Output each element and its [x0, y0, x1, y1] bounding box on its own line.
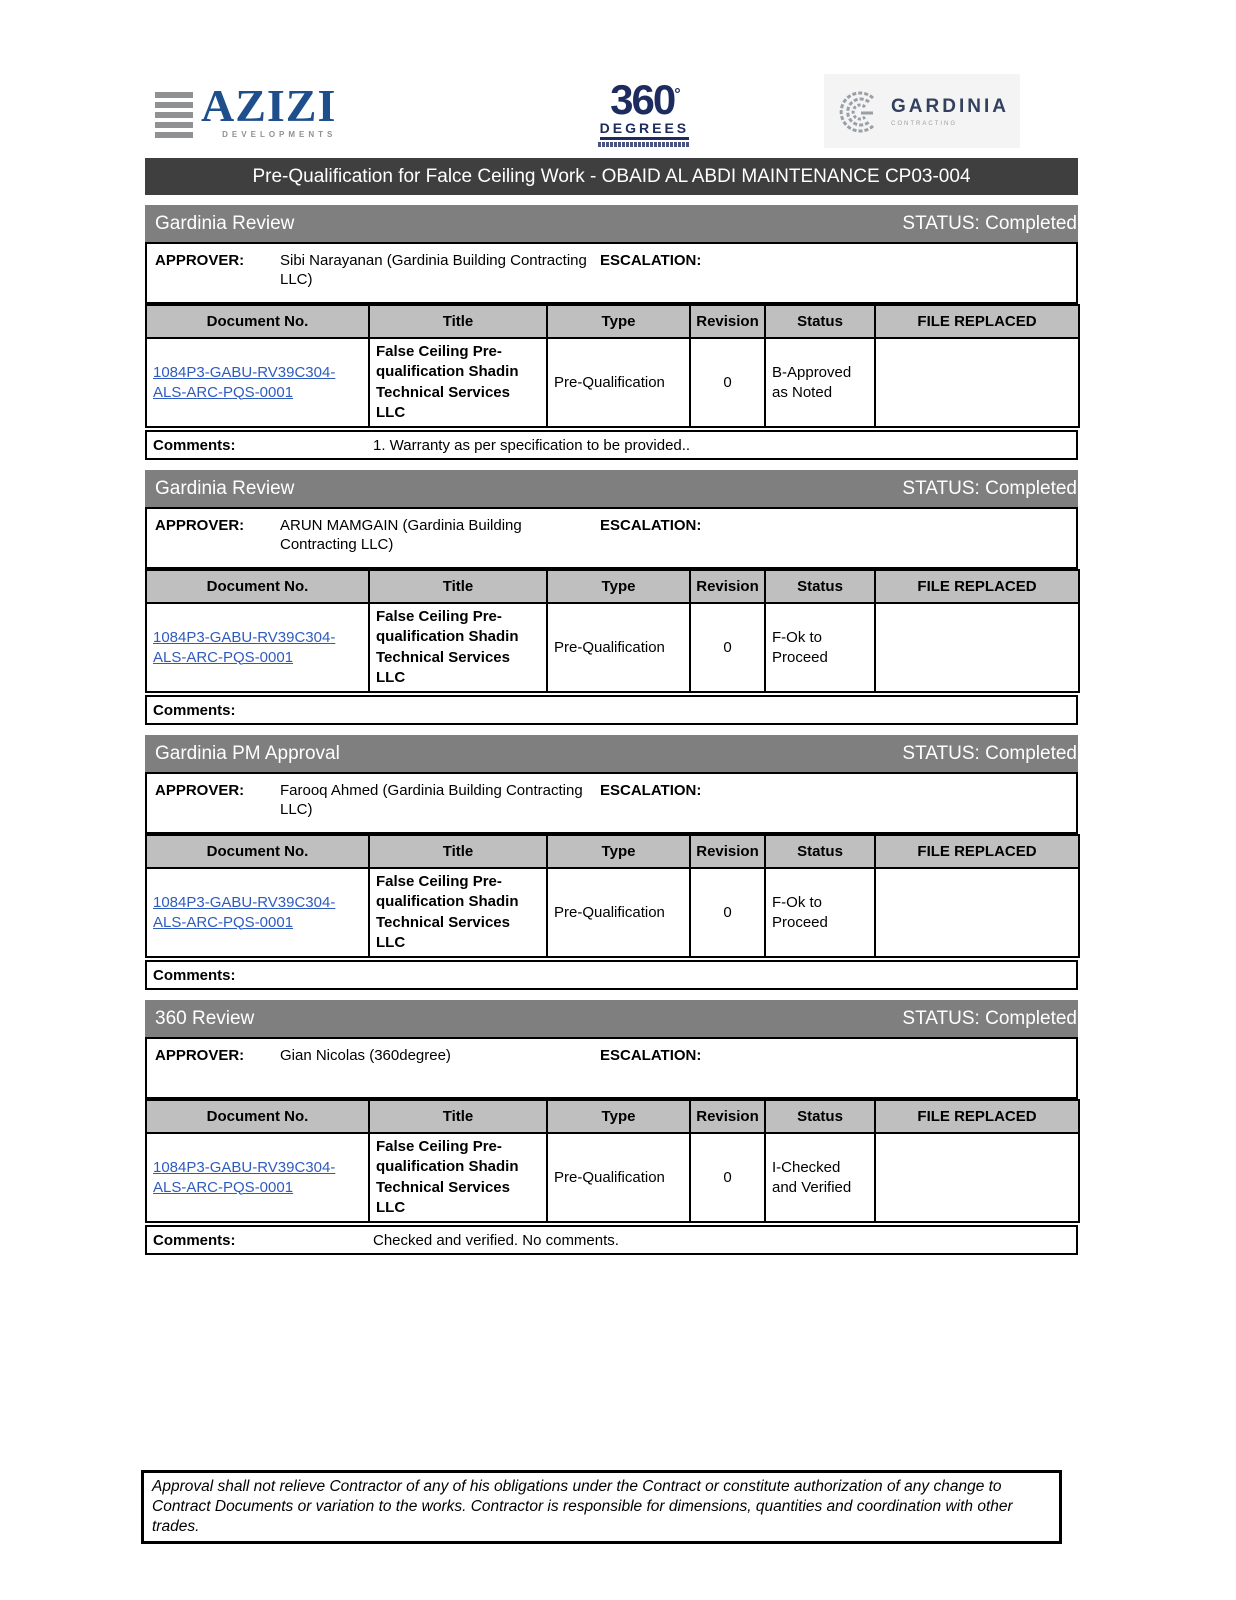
escalation-label: ESCALATION: [600, 1047, 702, 1064]
approver-label: APPROVER: [155, 517, 245, 534]
document-revision-cell: 0 [690, 603, 765, 692]
section-status: STATUS: Completed [902, 212, 1077, 234]
comments-label: Comments: [153, 436, 236, 454]
comments-label: Comments: [153, 966, 236, 984]
col-header-title: Title [369, 835, 547, 868]
approver-label: APPROVER: [155, 1047, 245, 1064]
section-title: Gardinia PM Approval [155, 742, 340, 764]
approver-name: Sibi Narayanan (Gardinia Building Contracting LLC) [280, 252, 587, 288]
document-title: Pre-Qualification for Falce Ceiling Work - OBAID AL ABDI MAINTENANCE CP03-004 [252, 165, 971, 187]
file-replaced-cell [875, 338, 1079, 427]
review-section-2 [145, 470, 1078, 725]
section-status: STATUS: Completed [902, 477, 1077, 499]
section-title: Gardinia Review [155, 212, 295, 234]
approver-box [145, 242, 1078, 304]
col-header-type: Type [547, 835, 690, 868]
document-status-cell: B-Approved as Noted [765, 338, 875, 427]
document-title-cell: False Ceiling Pre-qualification Shadin Technical Services LLC [369, 868, 547, 957]
col-header-document-no: Document No. [146, 1100, 369, 1133]
documents-table [145, 569, 1080, 693]
degrees-tagline-strip [598, 142, 690, 147]
col-header-file-replaced: FILE REPLACED [875, 835, 1079, 868]
document-type-cell: Pre-Qualification [547, 603, 690, 692]
azizi-logo-subtext: DEVELOPMENTS [222, 129, 337, 139]
section-title: 360 Review [155, 1007, 255, 1029]
table-row [146, 603, 1079, 692]
degree-symbol: ° [674, 86, 679, 103]
document-number-link[interactable]: 1084P3-GABU-RV39C304-ALS-ARC-PQS-0001 [153, 629, 336, 666]
approver-label: APPROVER: [155, 252, 245, 269]
azizi-logo [155, 79, 337, 139]
review-section-1 [145, 205, 1078, 460]
comments-text: 1. Warranty as per specification to be provided.. [373, 436, 691, 454]
section-status: STATUS: Completed [902, 1007, 1077, 1029]
document-status-cell: F-Ok to Proceed [765, 868, 875, 957]
col-header-document-no: Document No. [146, 835, 369, 868]
comments-row [145, 695, 1078, 725]
escalation-label: ESCALATION: [600, 517, 702, 534]
degrees-360-number: 360° [610, 76, 679, 123]
documents-table [145, 304, 1080, 428]
footer-disclaimer: Approval shall not relieve Contractor of any of his obligations under the Contract or constitute authorization of any change to Contract Documents or variation to the works. Contractor is responsible for dimensions, quantities and coordination with other trades. [141, 1470, 1062, 1544]
document-revision-cell: 0 [690, 1133, 765, 1222]
section-header [145, 735, 1078, 772]
approver-name: ARUN MAMGAIN (Gardinia Building Contracting LLC) [280, 517, 522, 553]
col-header-status: Status [765, 570, 875, 603]
table-row [146, 338, 1079, 427]
col-header-type: Type [547, 305, 690, 338]
comments-row [145, 430, 1078, 460]
document-number-link[interactable]: 1084P3-GABU-RV39C304-ALS-ARC-PQS-0001 [153, 364, 336, 401]
col-header-file-replaced: FILE REPLACED [875, 570, 1079, 603]
comments-label: Comments: [153, 1231, 236, 1249]
col-header-document-no: Document No. [146, 305, 369, 338]
degrees-360-logo [584, 75, 704, 147]
approver-box [145, 1037, 1078, 1099]
documents-table [145, 1099, 1080, 1223]
document-number-link[interactable]: 1084P3-GABU-RV39C304-ALS-ARC-PQS-0001 [153, 894, 336, 931]
degrees-logo-text: DEGREES [600, 120, 689, 140]
document-type-cell: Pre-Qualification [547, 1133, 690, 1222]
document-revision-cell: 0 [690, 338, 765, 427]
approver-label: APPROVER: [155, 782, 245, 799]
approver-name: Farooq Ahmed (Gardinia Building Contracting LLC) [280, 782, 583, 818]
table-row [146, 868, 1079, 957]
document-title-cell: False Ceiling Pre-qualification Shadin Technical Services LLC [369, 1133, 547, 1222]
file-replaced-cell [875, 603, 1079, 692]
col-header-revision: Revision [690, 835, 765, 868]
review-section-4 [145, 1000, 1078, 1255]
gardinia-logo-subtext: CONTRACTING [891, 120, 958, 127]
document-title-cell: False Ceiling Pre-qualification Shadin Technical Services LLC [369, 603, 547, 692]
document-type-cell: Pre-Qualification [547, 338, 690, 427]
comments-row [145, 960, 1078, 990]
col-header-type: Type [547, 570, 690, 603]
document-title-cell: False Ceiling Pre-qualification Shadin Technical Services LLC [369, 338, 547, 427]
col-header-revision: Revision [690, 1100, 765, 1133]
col-header-title: Title [369, 1100, 547, 1133]
section-header [145, 205, 1078, 242]
review-section-3 [145, 735, 1078, 990]
file-replaced-cell [875, 868, 1079, 957]
col-header-status: Status [765, 305, 875, 338]
col-header-file-replaced: FILE REPLACED [875, 305, 1079, 338]
comments-row [145, 1225, 1078, 1255]
comments-label: Comments: [153, 701, 236, 719]
document-type-cell: Pre-Qualification [547, 868, 690, 957]
azizi-bars-icon [155, 92, 193, 138]
section-status: STATUS: Completed [902, 742, 1077, 764]
section-title: Gardinia Review [155, 477, 295, 499]
approver-box [145, 772, 1078, 834]
document-title-bar [145, 158, 1078, 195]
col-header-type: Type [547, 1100, 690, 1133]
col-header-file-replaced: FILE REPLACED [875, 1100, 1079, 1133]
col-header-title: Title [369, 570, 547, 603]
approver-box [145, 507, 1078, 569]
section-header [145, 1000, 1078, 1037]
col-header-status: Status [765, 1100, 875, 1133]
documents-table [145, 834, 1080, 958]
col-header-revision: Revision [690, 305, 765, 338]
col-header-title: Title [369, 305, 547, 338]
col-header-document-no: Document No. [146, 570, 369, 603]
document-status-cell: I-Checked and Verified [765, 1133, 875, 1222]
gardinia-g-icon [835, 86, 881, 136]
escalation-label: ESCALATION: [600, 252, 702, 269]
escalation-label: ESCALATION: [600, 782, 702, 799]
file-replaced-cell [875, 1133, 1079, 1222]
document-revision-cell: 0 [690, 868, 765, 957]
logo-row [145, 72, 1078, 150]
azizi-logo-text: AZIZI [201, 79, 337, 131]
document-status-cell: F-Ok to Proceed [765, 603, 875, 692]
gardinia-logo-text: GARDINIA [891, 95, 1009, 117]
document-number-link[interactable]: 1084P3-GABU-RV39C304-ALS-ARC-PQS-0001 [153, 1159, 336, 1196]
approver-name: Gian Nicolas (360degree) [280, 1047, 451, 1064]
section-header [145, 470, 1078, 507]
comments-text: Checked and verified. No comments. [373, 1231, 619, 1249]
col-header-revision: Revision [690, 570, 765, 603]
col-header-status: Status [765, 835, 875, 868]
table-row [146, 1133, 1079, 1222]
gardinia-logo [824, 74, 1020, 148]
